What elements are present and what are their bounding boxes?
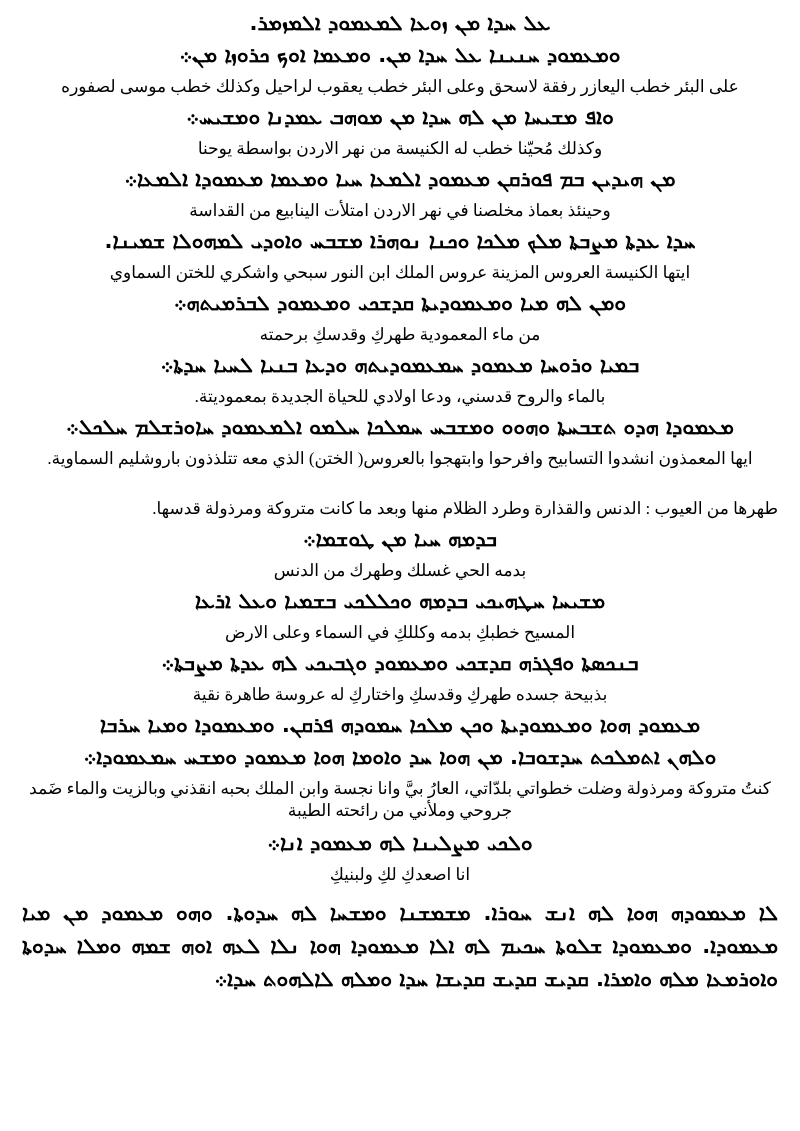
syriac-line: ܒܡܝܐ ܘܪܘܚܐ ܡܥܡܘܕ ܚܡܥܡܘܕܝܬܗ ܘܕܥܐ ܒܢܝܐ ܠܚܝܐ ܚܕܬܐ܀ [160,353,640,377]
syriac-line: ܘܡܢ ܠܗ ܡܝܐ ܘܡܥܡܘܕܝܬܐ ܩܕܫܟܝ ܘܡܥܡܘܕ ܠܒܪܡܝܬܗ܀ [173,291,627,315]
arabic-line: بذبيحة جسده طهركِ وقدسكِ واختاركِ له عروسة طاهرة نقية [192,685,608,704]
syriac-line: ܘܠܗܢ ܐܬܡܠܟܬ ܚܕܫܘܒܐ. ܡܢ ܗܘܐ ܚܕ ܘܐܘܡܐ ܗܘܐ ܡܥܡܘܕ ܘܡܫܚ ܚܡܥܡܘܕܐ܀ [83,745,717,769]
syriac-line: ܡܫܝܚܐ ܚܛܗܝܟܝ ܒܕܡܗ ܘܟܠܠܟܝ ܒܫܡܝܐ ܘܥܠ ܐܪܥܐ [194,589,606,613]
arabic-line: المسيح خطبكِ بدمه وكللكِ في السماء وعلى الارض [224,623,576,642]
arabic-line: ايتها الكنيسة العروس المزينة عروس الملك ابن النور سبحي واشكري للختن السماوي [109,263,691,282]
syriac-line: ܘܠܟܝ ܡܨܠܝܢܐ ܠܗ ܡܥܡܘܕ ܐܢܐ܀ [267,831,533,855]
syriac-line: ܡܥܡܘܕ ܗܘܐ ܘܡܥܡܘܕܝܬܐ ܘܟܢ ܡܠܟܐ ܚܡܘܕܗ ܦܪܩܢ. ܘܡܥܡܘܕܐ ܘܡܝܐ ܚܪܒܐ [99,713,701,737]
syriac-paragraph: ܠܐ ܡܥܡܘܕܗ ܗܘܐ ܠܗ ܐܢܫ ܚܘܪܐ. ܡܫܡܫܢܐ ܘܡܫܚܐ ܠܗ ܚܕܘܬܐ. ܘܗܘ ܡܥܡܘܕ ܡܢ ܡܝܐ ܡܥܡܘܕܐ. ܘܡܥܡܘܕܐ ܫܠܘܬܐ ܚܟܝܡ ܠܗ ܐܠܐ ܡܥܡܘܕܐ ܗܘܐ ܢܠܐ ܠܥܗ ܐܘܗ ܫܡܗ ܘܡܠܐ ܚܕܘܬܐ ܘܐܘܪܡܥܐ ܡܠܗ ܘܐܡܪܐ. ܩܕܝܫ ܩܕܝܫ ܩܕܝܫܐ ܚܕܐ ܘܡܠܗ ܠܐܠܗܘܬ ܚܕܐ܀ [22,901,778,991]
syriac-line: ܥܠ ܚܕܐ ܡܢ ܙܘܥܐ ܠܡܥܡܘܕ ܐܠܡܙܡܪ. [249,11,551,35]
spacer [22,474,778,494]
arabic-line: وكذلك مُحيّنا خطب له الكنيسة من نهر الاردن بواسطة يوحنا [197,139,603,158]
arabic-line: طهرها من العيوب : الدنس والقذارة وطرد الظلام منها وبعد ما كانت متروكة ومرذولة قدسها. [152,499,778,518]
arabic-line: على البئر خطب اليعازر رفقة لاسحق وعلى البئر خطب يعقوب لراحيل وكذلك خطب موسى لصفوره [61,77,739,96]
syriac-line: ܘܡܥܡܘܕ ܚܢܝܢܐ ܥܠ ܚܕܐ ܡܢ. ܘܡܥܡܐ ܐܘܟ ܟܪܘܙܐ ܡܢ܀ [179,43,621,67]
arabic-line: بدمه الحي غسلك وطهرك من الدنس [273,561,527,580]
arabic-line: من ماء المعمودية طهركِ وقدسكِ برحمته [259,325,541,344]
syriac-line: ܡܥܡܘܕܐ ܗܕܘ ܬܫܒܚܬܐ ܘܗܘܘ ܘܡܫܒܚ ܚܡܠܟܐ ܚܠܡܘ ܐܠܡܥܡܘܕ ܚܐܘܪܫܠܡ ܚܠܟܠ܀ [66,415,734,439]
syriac-line: ܚܕܐ ܥܕܬܐ ܡܨܒܬܐ ܡܠܟ ܡܠܟܐ ܘܟܢܐ ܢܘܗܪܐ ܡܫܒܚ ܘܐܘܕܝ ܠܡܗܘܠܐ ܫܡܝܢܐ. [104,229,696,253]
syriac-line: ܡܢ ܗܝܕܝܢ ܒܡ ܦܘܪܩܢ ܡܥܡܘܕ ܐܠܡܥܐ ܚܝܐ ܘܡܥܡܐ ܡܥܡܘܕܐ ܐܠܡܥܐ܀ [124,167,676,191]
syriac-line: ܒܢܟܣܬܐ ܘܦܓܪܗ ܩܕܫܟܝ ܘܡܥܡܘܕ ܘܓܒܝܟܝ ܠܗ ܥܕܬܐ ܡܨܒܬܐ܀ [161,651,639,675]
syriac-line: ܒܕܡܗ ܚܝܐ ܡܢ ܛܘܫܡܐ܀ [303,527,497,551]
arabic-paragraph: كنتُ متروكة ومرذولة وضلت خطواتي بلدّاتي، العارُ بيَّ وانا نجسة وابن الملك بحبه انقذني وبالزيت والماء ضَمد جروحي وملأني من رائحته الطيبة [29,779,771,820]
arabic-line: ايها المعمذون انشدوا التسابيح وافرحوا وابتهجوا بالعروس( الختن) الذي معه تتلذذون باروشليم السماوية. [47,449,753,468]
arabic-line: بالماء والروح قدسني، ودعا اولادي للحياة الجديدة بمعموديتة. [194,387,606,406]
syriac-line: ܘܐܦ ܡܫܝܚܐ ܡܢ ܠܗ ܚܕܐ ܡܢ ܡܘܗܒ ܥܡܕܢܐ ܘܡܫܝܚ܀ [186,105,614,129]
arabic-line: انا اصعدكِ لكِ ولبنيكِ [329,865,471,884]
arabic-line: وحينئذ بعماذ مخلصنا في نهر الاردن امتلأت الينابيع من القداسة [189,201,611,220]
